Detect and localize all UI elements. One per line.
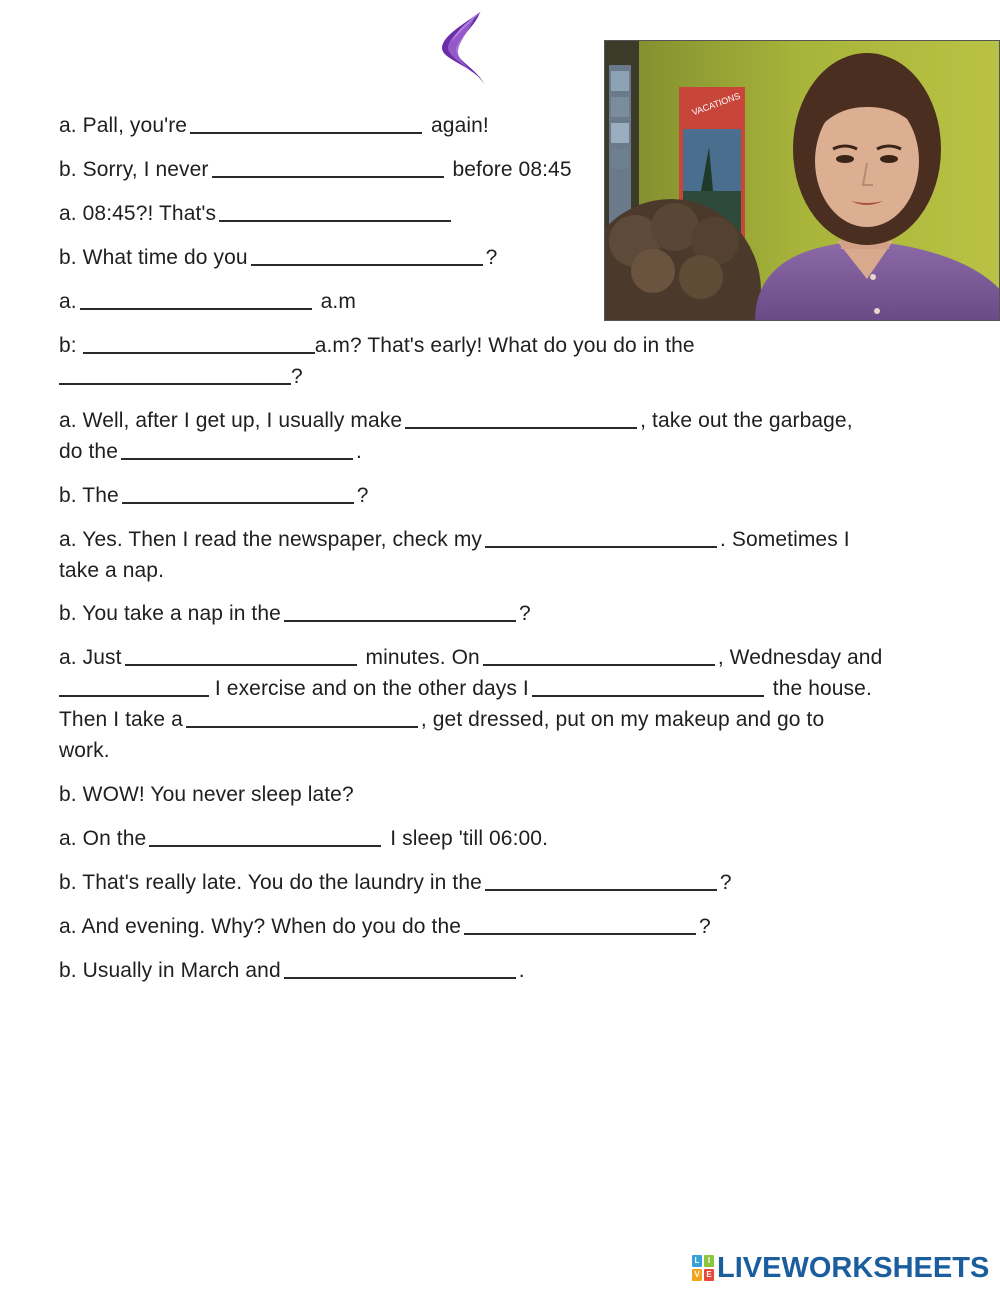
- answer-blank[interactable]: [186, 726, 418, 728]
- liveworksheets-cubes-icon: L I V E: [692, 1255, 714, 1281]
- time-value: 06:00: [489, 827, 543, 850]
- answer-blank[interactable]: [532, 695, 764, 697]
- liveworksheets-brand[interactable]: [692, 1252, 989, 1284]
- time-value: 08:45: [82, 202, 136, 225]
- dialogue-line-8: b. The ?: [59, 484, 369, 507]
- dialogue-line-12: b. WOW! You never sleep late?: [59, 783, 354, 806]
- svg-text:VACATIONS: VACATIONS: [690, 90, 742, 118]
- dialogue-line-9: a. Yes. Then I read the newspaper, check my . Sometimes I take a nap.: [59, 528, 850, 582]
- answer-blank[interactable]: [80, 308, 312, 310]
- answer-blank[interactable]: [464, 933, 696, 935]
- dialogue-line-14: b. That's really late. You do the laundry in the ?: [59, 871, 732, 894]
- answer-blank[interactable]: [83, 352, 315, 354]
- time-value: 08:45: [518, 158, 572, 181]
- dialogue-line-13: a. On the I sleep 'till 06:00.: [59, 827, 549, 850]
- answer-blank[interactable]: [59, 695, 209, 697]
- dialogue-line-15: a. And evening. Why? When do you do the ?: [59, 915, 711, 938]
- dialogue-line-2: b. Sorry, I never before 08:45: [59, 158, 572, 181]
- brand-name: LIVEWORKSHEETS: [717, 1251, 990, 1284]
- dialogue-line-10: b. You take a nap in the ?: [59, 602, 531, 625]
- answer-blank[interactable]: [483, 664, 715, 666]
- purple-swirl-logo-icon: [430, 8, 494, 92]
- answer-blank[interactable]: [125, 664, 357, 666]
- dialogue-line-11: a. Just minutes. On , Wednesday and I exercise and on the other days I the house. Then I take a , get dressed, put on my makeup and go to work.: [59, 646, 883, 762]
- answer-blank[interactable]: [405, 427, 637, 429]
- answer-blank[interactable]: [122, 502, 354, 504]
- answer-blank[interactable]: [485, 889, 717, 891]
- answer-blank[interactable]: [149, 845, 381, 847]
- dialogue-line-7: a. Well, after I get up, I usually make , take out the garbage, do the .: [59, 409, 853, 463]
- dialogue-line-5: a. a.m: [59, 290, 356, 313]
- answer-blank[interactable]: [59, 383, 291, 385]
- dialogue-line-3: a. 08:45?! That's: [59, 198, 454, 229]
- answer-blank[interactable]: [121, 458, 353, 460]
- answer-blank[interactable]: [190, 132, 422, 134]
- answer-blank[interactable]: [251, 264, 483, 266]
- dialogue-line-4: b. What time do you ?: [59, 246, 498, 269]
- answer-blank[interactable]: [284, 977, 516, 979]
- dialogue-line-1: a. Pall, you're again!: [59, 114, 489, 137]
- dialogue-line-6: b: a.m? That's early! What do you do in the ?: [59, 334, 695, 388]
- answer-blank[interactable]: [284, 620, 516, 622]
- answer-blank[interactable]: [219, 220, 451, 222]
- answer-blank[interactable]: [212, 176, 444, 178]
- dialogue-line-16: b. Usually in March and .: [59, 959, 525, 982]
- video-still-photo: [604, 40, 1000, 321]
- answer-blank[interactable]: [485, 546, 717, 548]
